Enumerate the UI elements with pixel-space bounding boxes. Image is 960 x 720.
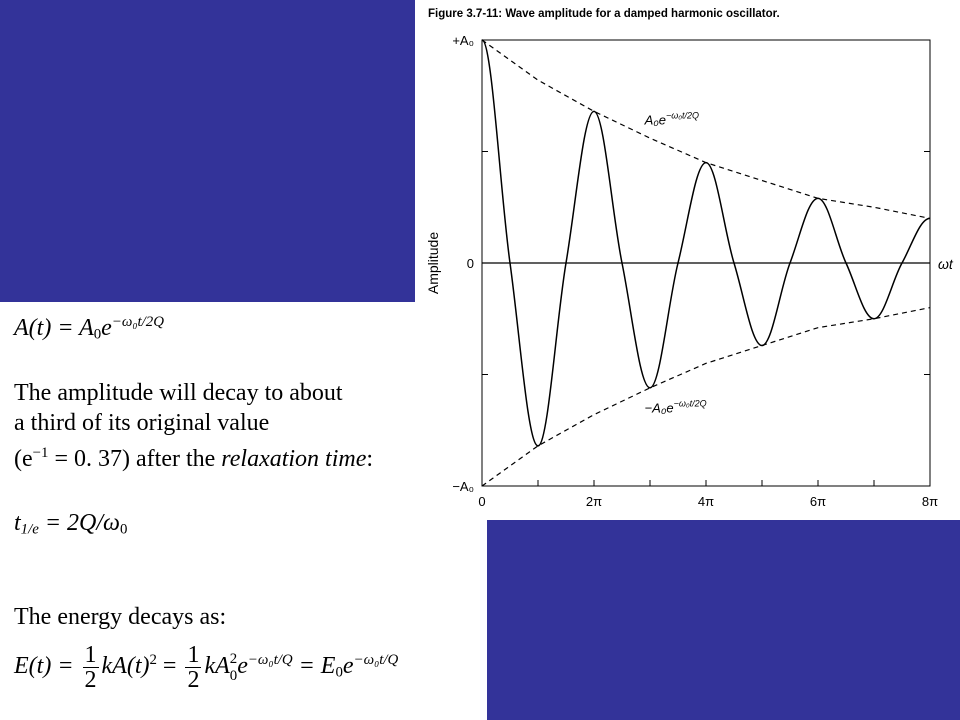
x-tick-label: 8π bbox=[921, 494, 939, 509]
fraction-1-denominator: 2 bbox=[84, 667, 97, 693]
x-tick-label: 6π bbox=[809, 494, 827, 509]
envelope-curve bbox=[482, 40, 930, 218]
amplitude-eq-lhs: A(t) = A bbox=[14, 314, 94, 341]
annotation-exponent: −ω₀t/2Q bbox=[673, 398, 707, 409]
chart-labels bbox=[425, 33, 954, 509]
envelope-annotation bbox=[644, 111, 699, 128]
y-tick-label: 0 bbox=[466, 256, 474, 271]
energy-eq-fraction-1 bbox=[83, 643, 99, 692]
amplitude-equation bbox=[14, 314, 164, 344]
energy-eq-part1: kA(t) bbox=[101, 653, 150, 680]
envelope-annotation bbox=[645, 398, 707, 415]
y-tick-label: −A₀ bbox=[452, 479, 474, 494]
relaxation-time-equation bbox=[14, 510, 127, 539]
relax-eq-rhs-sub: 0 bbox=[120, 521, 128, 538]
x-tick-label: 4π bbox=[697, 494, 715, 509]
x-tick-label: 2π bbox=[585, 494, 603, 509]
damped-oscillator-chart bbox=[415, 20, 960, 520]
figure-title: Figure 3.7-11: Wave amplitude for a damped harmonic oscillator. bbox=[428, 8, 780, 20]
relax-eq-t: t bbox=[14, 510, 21, 536]
relaxation-paragraph bbox=[14, 378, 373, 474]
annotation-base: −A₀e bbox=[644, 400, 674, 416]
annotation-exponent: −ω₀t/2Q bbox=[665, 110, 700, 121]
energy-eq-equals-2: = E bbox=[292, 653, 336, 680]
relax-eq-rhs: = 2Q/ω bbox=[38, 510, 120, 536]
annotation-base: A₀e bbox=[644, 112, 666, 128]
amplitude-eq-sub: 0 bbox=[93, 326, 102, 343]
energy-eq-e2-exp: −ω₀t/Q bbox=[353, 652, 399, 669]
energy-eq-lhs: E(t) = bbox=[14, 653, 80, 680]
energy-eq-e0-sub: 0 bbox=[335, 664, 343, 681]
damped-oscillation-curve bbox=[482, 40, 930, 446]
x-tick-label: 0 bbox=[478, 494, 486, 509]
amplitude-eq-base: e bbox=[101, 314, 112, 341]
relax-eq-sub: 1/e bbox=[20, 521, 39, 538]
para-line-1: The amplitude will decay to about bbox=[14, 380, 343, 406]
fraction-2-numerator: 1 bbox=[187, 642, 200, 668]
energy-eq-e2: e bbox=[342, 653, 354, 680]
energy-equation bbox=[14, 643, 398, 692]
energy-eq-fraction-2 bbox=[185, 643, 201, 692]
energy-eq-part2: kA bbox=[204, 653, 230, 680]
para-line-3-exp: −1 bbox=[32, 445, 49, 461]
para-line-3-post: : bbox=[366, 445, 374, 472]
fraction-1-numerator: 1 bbox=[84, 642, 97, 668]
para-line-3 bbox=[14, 438, 373, 474]
y-tick-label: +A₀ bbox=[452, 33, 474, 48]
energy-intro: The energy decays as: bbox=[14, 604, 227, 630]
para-line-3-mid: = 0. 37) after the bbox=[48, 445, 222, 472]
energy-eq-equals-1: = bbox=[156, 653, 183, 680]
chart-axes bbox=[482, 40, 930, 486]
energy-eq-e1: e bbox=[237, 653, 248, 680]
amplitude-eq-exp: −ω₀t/2Q bbox=[111, 314, 164, 330]
para-line-3-pre: (e bbox=[14, 445, 33, 472]
fraction-2-denominator: 2 bbox=[187, 667, 200, 693]
blue-panel-top bbox=[0, 0, 415, 302]
y-axis-label: Amplitude bbox=[425, 231, 441, 295]
para-line-3-em: relaxation time bbox=[221, 445, 367, 472]
x-axis-label: ωt bbox=[938, 256, 953, 272]
energy-eq-e1-exp: −ω₀t/Q bbox=[247, 652, 293, 669]
para-line-2: a third of its original value bbox=[14, 410, 270, 436]
blue-panel-bottom bbox=[487, 520, 960, 720]
energy-eq-part1-sup: 2 bbox=[149, 652, 157, 669]
energy-eq-part2-sup: 2 bbox=[229, 651, 238, 668]
energy-eq-part2-sub: 0 bbox=[229, 667, 238, 684]
